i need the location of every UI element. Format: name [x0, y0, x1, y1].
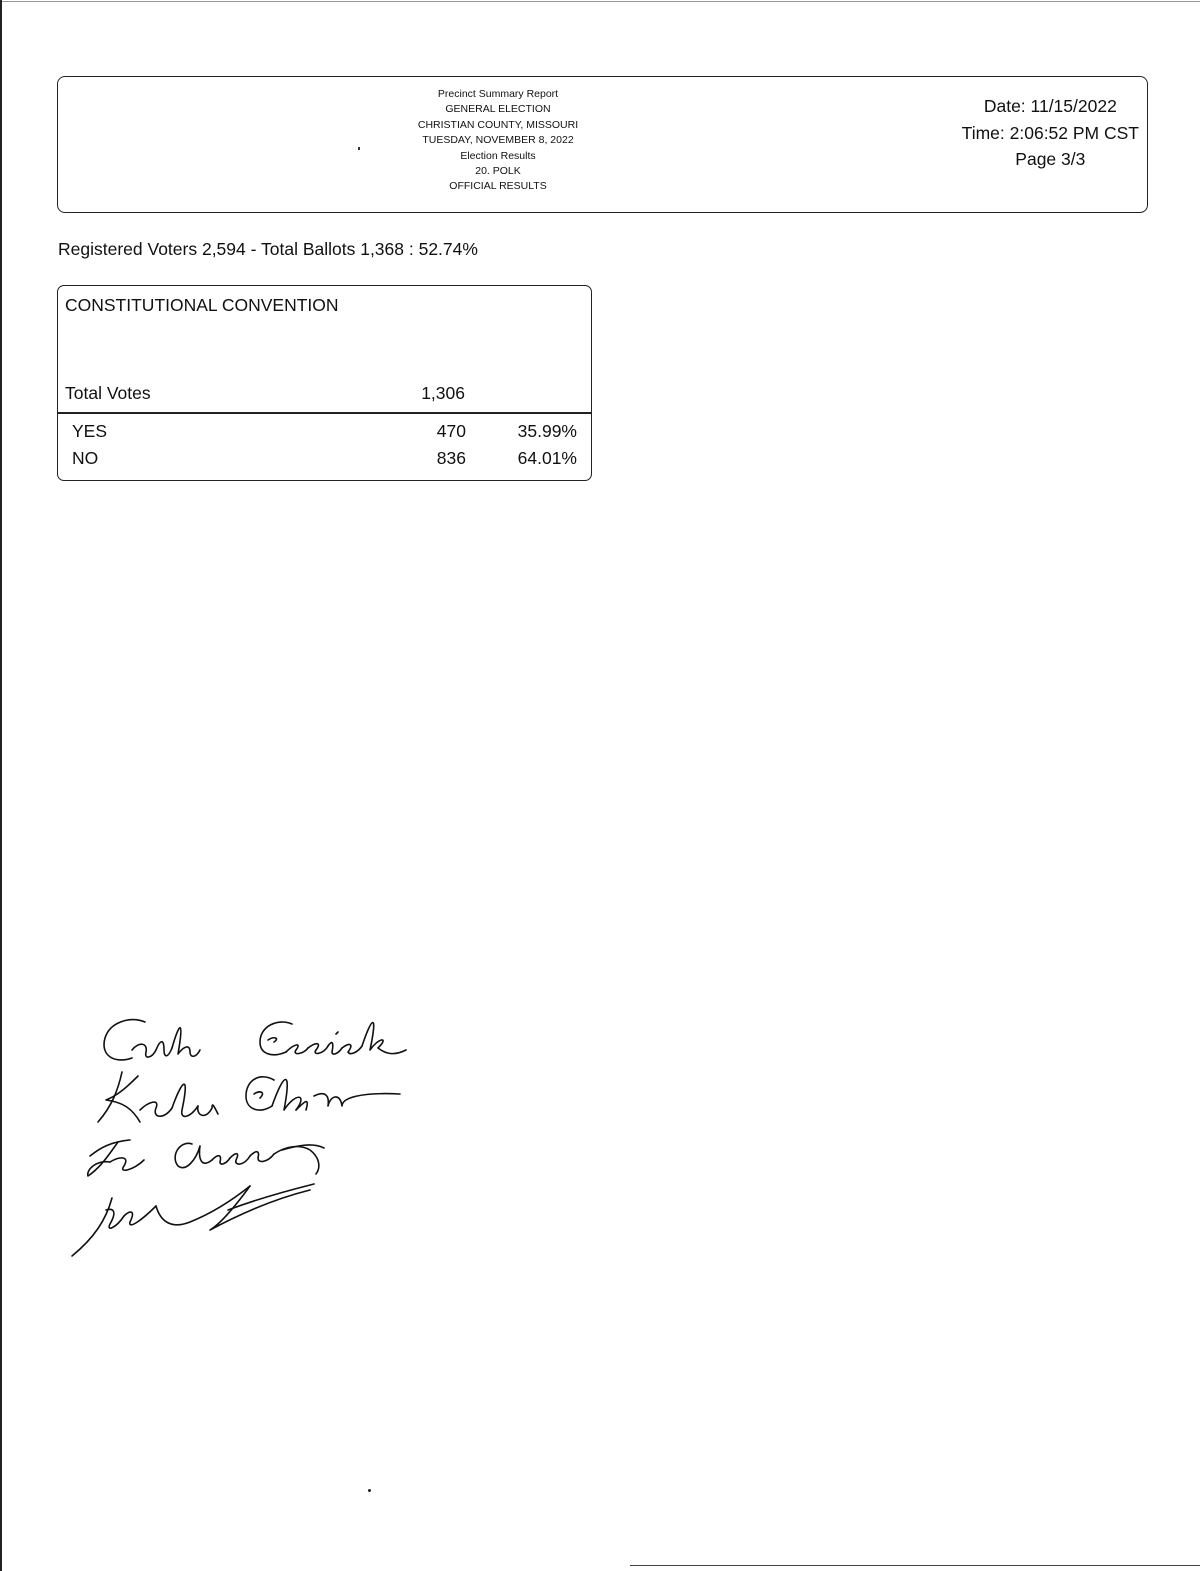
- scan-top-edge: [0, 0, 1200, 3]
- choice-row-no: [58, 448, 591, 474]
- choice-votes: 470: [436, 421, 466, 441]
- report-header: [57, 76, 1148, 213]
- precinct-name: 20. POLK: [475, 165, 521, 178]
- stray-dot: [368, 1489, 371, 1492]
- choice-percent: 35.99%: [517, 421, 577, 441]
- signature-3: [88, 1140, 324, 1176]
- stray-mark: [358, 147, 360, 150]
- signature-2: [98, 1072, 400, 1122]
- header-meta: [962, 93, 1139, 173]
- scan-bottom-edge: [630, 1565, 1200, 1566]
- report-time: Time: 2:06:52 PM CST: [961, 122, 1139, 143]
- results-label: Election Results: [460, 149, 536, 162]
- page-number: Page 3/3: [1015, 149, 1086, 169]
- election-name: GENERAL ELECTION: [445, 103, 551, 116]
- report-title: Precinct Summary Report: [437, 88, 559, 100]
- contest-box: [57, 285, 592, 481]
- scan-left-edge: [0, 0, 2, 1571]
- county-name: CHRISTIAN COUNTY, MISSOURI: [417, 118, 579, 131]
- total-votes-label: Total Votes: [65, 383, 151, 403]
- choice-votes: 836: [436, 448, 466, 468]
- total-votes-value: 1,306: [421, 383, 465, 403]
- choice-row-yes: [58, 421, 591, 447]
- election-date: TUESDAY, NOVEMBER 8, 2022: [422, 134, 574, 147]
- signature-1: [104, 1020, 406, 1060]
- choice-percent: 64.01%: [517, 448, 577, 468]
- header-title-block: [398, 87, 598, 195]
- contest-title: CONSTITUTIONAL CONVENTION: [65, 295, 339, 315]
- contest-divider: [58, 412, 591, 414]
- choice-name: NO: [72, 448, 99, 468]
- results-status: OFFICIAL RESULTS: [449, 180, 547, 193]
- report-date: Date: 11/15/2022: [983, 96, 1117, 116]
- signatures-block: [60, 1010, 450, 1280]
- signature-4: [72, 1184, 314, 1256]
- choice-name: YES: [72, 421, 108, 441]
- turnout-summary: Registered Voters 2,594 - Total Ballots 1,368 : 52.74%: [58, 239, 478, 259]
